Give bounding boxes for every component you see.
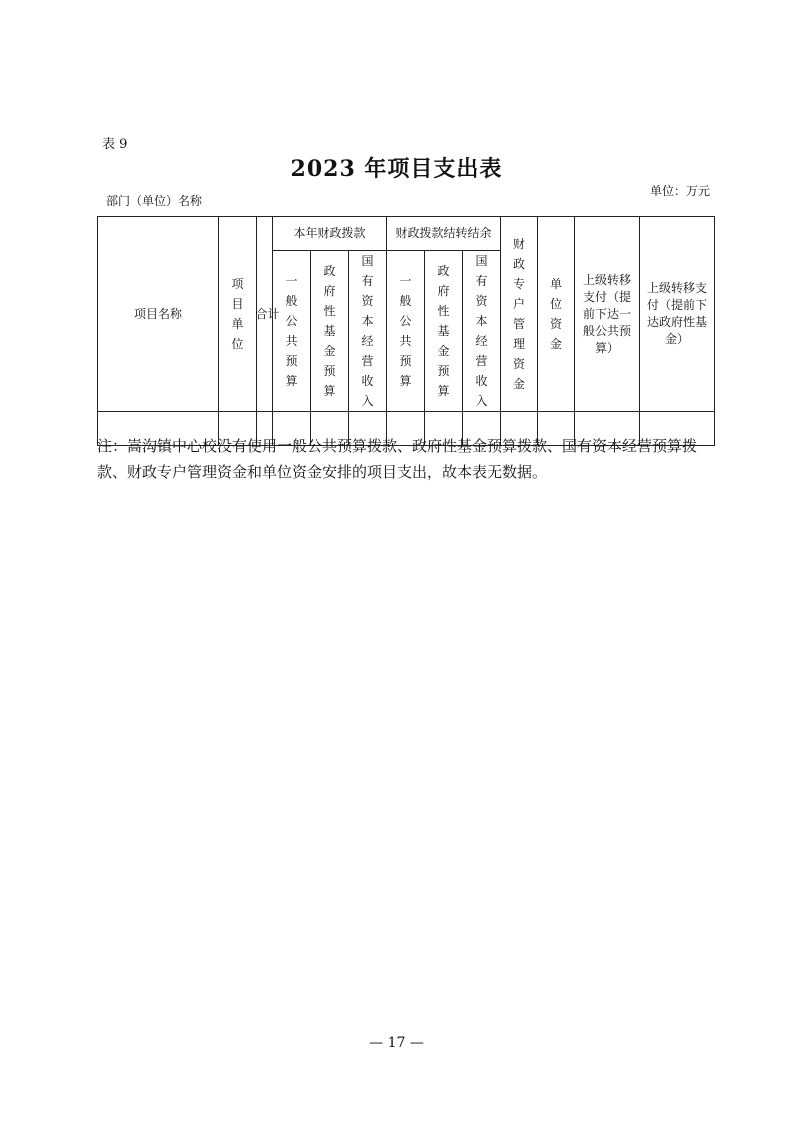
header-project-unit: 项目单位 [219,217,257,412]
project-expenditure-table [97,216,715,446]
header-total: 合计 [257,217,273,412]
header-general-budget: 一般公共预算 [273,251,311,412]
header-carry-gov-fund-budget: 政府性基金预算 [425,251,463,412]
header-carry-state-capital-income: 国有资本经营收入 [463,251,501,412]
header-special-account-funds: 财政专户管理资金 [501,217,538,412]
header-unit-funds: 单位资金 [538,217,575,412]
header-carry-general-budget: 一般公共预算 [387,251,425,412]
header-upper-transfer-fund: 上级转移支付（提前下达政府性基金） [640,217,715,412]
page-number: — 17 — [369,1035,424,1051]
table-note: 注：嵩沟镇中心校没有使用一般公共预算拨款、政府性基金预算拨款、国有资本经营预算拨款、财政专户管理资金和单位资金安排的项目支出，故本表无数据。 [97,437,698,481]
header-current-year-group: 本年财政拨款 [273,217,387,251]
department-label: 部门（单位）名称 [106,194,203,208]
header-gov-fund-budget: 政府性基金预算 [311,251,349,412]
header-state-capital-income: 国有资本经营收入 [349,251,387,412]
header-carryover-group: 财政拨款结转结余 [387,217,501,251]
page-title: 2023 年项目支出表 [290,156,503,182]
unit-label: 单位：万元 [650,184,711,198]
header-project-name: 项目名称 [98,217,219,412]
header-upper-transfer-general: 上级转移支付（提前下达一般公共预算） [575,217,640,412]
table-label: 表 9 [102,137,128,152]
